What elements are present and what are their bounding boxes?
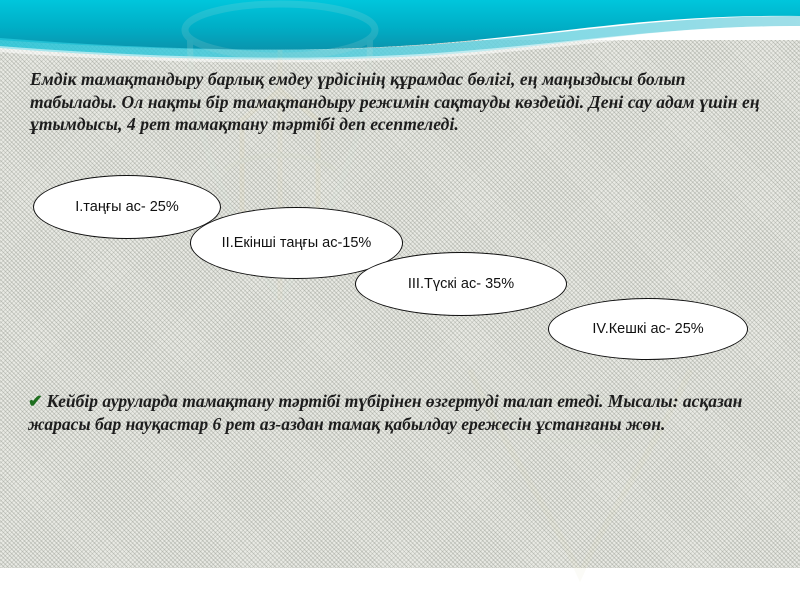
callout-label: III.Түскі ас- 35% bbox=[407, 275, 515, 292]
callout-label: I.таңғы ас- 25% bbox=[75, 198, 179, 215]
callout-dinner bbox=[548, 298, 748, 360]
intro-paragraph: Емдік тамақтандыру барлық емдеу үрдісінің құрамдас бөлігі, ең маңыздысы болып табылады. Ол нақты бір тамақтандыру режимін сақтауды көздейді. Дені сау адам үшін ең ұтымдысы, 4 рет тамақтану тәртібі деп есептеледі. bbox=[30, 69, 760, 134]
callout-breakfast bbox=[33, 175, 221, 239]
callout-label: II.Екінші таңғы ас-15% bbox=[221, 234, 372, 251]
note-text: Кейбір ауруларда тамақтану тәртібі түбірінен өзгертуді талап етеді. Мысалы: асқазан жарасы бар науқастар 6 рет аз-аздан тамақ қабылдау ережесін ұстанғаны жөн. bbox=[28, 391, 743, 434]
check-mark-icon: ✔ bbox=[28, 391, 43, 411]
callout-lunch bbox=[355, 252, 567, 316]
note-block bbox=[28, 390, 776, 435]
teal-wave-banner-icon bbox=[0, 0, 800, 70]
slide-bottom-strip bbox=[0, 568, 800, 600]
callout-label: IV.Кешкі ас- 25% bbox=[592, 320, 704, 337]
